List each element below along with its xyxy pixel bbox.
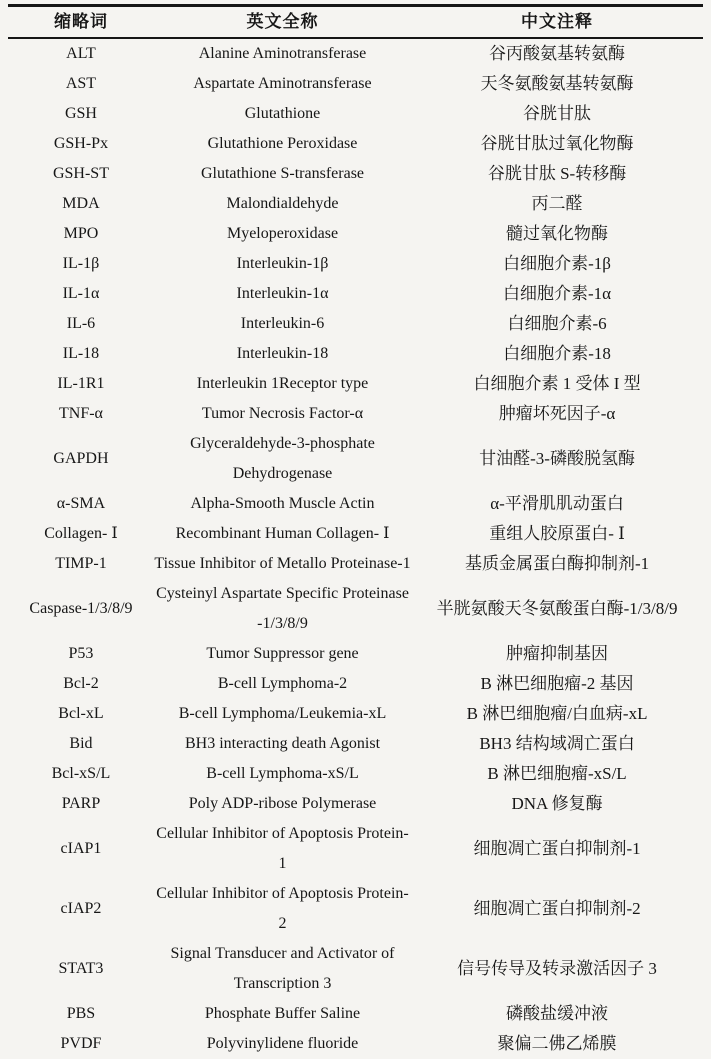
chinese-annotation-cell: 白细胞介素-18 [503, 344, 611, 363]
table-row [8, 1029, 703, 1059]
english-full-name-line: Interleukin-18 [236, 345, 329, 362]
english-full-name-line: Recombinant Human Collagen- Ⅰ [175, 525, 390, 542]
english-full-name-line: Glutathione [244, 105, 321, 122]
english-full-name-line: -1/3/8/9 [257, 615, 308, 632]
chinese-annotation-cell: B 淋巴细胞瘤-2 基因 [480, 674, 634, 693]
table-row [8, 339, 703, 369]
table-row [8, 549, 703, 579]
chinese-annotation-cell: 细胞凋亡蛋白抑制剂-2 [473, 899, 641, 918]
abbreviation-cell: P53 [68, 645, 94, 662]
english-full-name-line: Cysteinyl Aspartate Specific Proteinase [156, 585, 409, 602]
english-full-name-line: Myeloperoxidase [226, 225, 339, 242]
english-full-name-cell [154, 819, 411, 879]
english-full-name-line: Interleukin-1β [236, 255, 329, 272]
table-row [8, 819, 703, 879]
english-full-name-cell [154, 549, 411, 579]
english-full-name-line: Interleukin 1Receptor type [196, 375, 369, 392]
table-row [8, 129, 703, 159]
english-full-name-cell [154, 999, 411, 1029]
english-full-name-line: Glutathione Peroxidase [207, 135, 358, 152]
english-full-name-line: B-cell Lymphoma-xS/L [206, 765, 359, 782]
abbreviation-cell: GSH-Px [53, 135, 109, 152]
english-full-name-cell [154, 189, 411, 219]
abbreviation-cell: Bcl-xL [58, 705, 104, 722]
english-full-name-cell [154, 729, 411, 759]
chinese-annotation-cell: BH3 结构域凋亡蛋白 [479, 734, 635, 753]
abbreviation-cell: GSH [64, 105, 97, 122]
english-full-name-cell [154, 579, 411, 639]
chinese-annotation-cell: 磷酸盐缓冲液 [506, 1004, 609, 1023]
abbreviation-cell: PBS [66, 1005, 96, 1022]
chinese-annotation-cell: 丙二醛 [531, 194, 583, 213]
english-full-name-cell [154, 519, 411, 549]
abbreviation-cell: IL-1β [62, 255, 100, 272]
abbreviation-cell: PARP [61, 795, 101, 812]
chinese-annotation-cell: 白细胞介素-6 [507, 314, 607, 333]
table-body [8, 38, 703, 1059]
table-row [8, 999, 703, 1029]
abbreviation-cell: Bcl-xS/L [51, 765, 111, 782]
table-row [8, 639, 703, 669]
chinese-annotation-cell: B 淋巴细胞瘤/白血病-xL [466, 704, 648, 723]
english-full-name-cell [154, 939, 411, 999]
english-full-name-line: Aspartate Aminotransferase [193, 75, 372, 92]
chinese-annotation-cell: DNA 修复酶 [511, 794, 603, 813]
english-full-name-line: B-cell Lymphoma-2 [217, 675, 348, 692]
english-full-name-cell [154, 249, 411, 279]
abbreviation-cell: IL-6 [66, 315, 96, 332]
abbreviation-cell: AST [65, 75, 97, 92]
chinese-annotation-cell: 肿瘤抑制基因 [506, 644, 609, 663]
english-full-name-cell [154, 1029, 411, 1059]
chinese-annotation-cell: 白细胞介素 1 受体 I 型 [473, 374, 641, 393]
abbreviation-table [8, 4, 703, 1059]
table-row [8, 579, 703, 639]
english-full-name-cell [154, 279, 411, 309]
english-full-name-line: Dehydrogenase [232, 465, 333, 482]
abbreviation-cell: IL-1R1 [57, 375, 105, 392]
header-row [8, 6, 703, 39]
table-row [8, 699, 703, 729]
english-full-name-line: Interleukin-1α [236, 285, 329, 302]
table-row [8, 789, 703, 819]
table-row [8, 669, 703, 699]
english-full-name-cell [154, 699, 411, 729]
english-full-name-line: Alpha-Smooth Muscle Actin [190, 495, 375, 512]
table-row [8, 309, 703, 339]
english-full-name-line: Glutathione S-transferase [200, 165, 365, 182]
english-full-name-line: Cellular Inhibitor of Apoptosis Protein-2 [156, 885, 409, 932]
chinese-annotation-cell: 信号传导及转录激活因子 3 [457, 959, 657, 978]
table-row [8, 939, 703, 999]
english-full-name-line: Poly ADP-ribose Polymerase [188, 795, 377, 812]
english-full-name-cell [154, 879, 411, 939]
english-full-name-cell [154, 69, 411, 99]
chinese-annotation-cell: 谷胱甘肽过氧化物酶 [480, 134, 634, 153]
table-row [8, 69, 703, 99]
abbreviation-cell: MDA [62, 195, 100, 212]
english-full-name-cell [154, 639, 411, 669]
abbreviation-cell: cIAP2 [60, 900, 102, 917]
english-full-name-line: Cellular Inhibitor of Apoptosis Protein-1 [156, 825, 409, 872]
english-full-name-line: Alanine Aminotransferase [198, 45, 367, 62]
table-row [8, 879, 703, 939]
table-row [8, 399, 703, 429]
english-full-name-line: Tumor Necrosis Factor-α [201, 405, 364, 422]
chinese-annotation-cell: 半胱氨酸天冬氨酸蛋白酶-1/3/8/9 [436, 599, 678, 618]
english-full-name-cell [154, 159, 411, 189]
chinese-annotation-cell: B 淋巴细胞瘤-xS/L [487, 764, 627, 783]
table-row [8, 429, 703, 489]
english-full-name-cell [154, 429, 411, 489]
abbreviation-cell: GSH-ST [52, 165, 109, 182]
english-full-name-line: Transcription 3 [233, 975, 332, 992]
chinese-annotation-cell: 髓过氧化物酶 [506, 224, 609, 243]
abbreviation-cell: Bid [69, 735, 93, 752]
abbreviation-cell: TIMP-1 [55, 555, 107, 572]
chinese-annotation-cell: 白细胞介素-1α [503, 284, 612, 303]
english-full-name-cell [154, 759, 411, 789]
abbreviation-cell: α-SMA [56, 495, 106, 512]
english-full-name-line: Phosphate Buffer Saline [204, 1005, 361, 1022]
english-full-name-cell [154, 309, 411, 339]
table-row [8, 489, 703, 519]
english-full-name-line: B-cell Lymphoma/Leukemia-xL [178, 705, 387, 722]
abbreviation-cell: ALT [66, 45, 96, 62]
english-full-name-line: Tissue Inhibitor of Metallo Proteinase-1 [154, 555, 411, 572]
chinese-annotation-cell: 基质金属蛋白酶抑制剂-1 [464, 554, 650, 573]
chinese-annotation-cell: 甘油醛-3-磷酸脱氢酶 [479, 449, 635, 468]
abbreviation-cell: Collagen- Ⅰ [44, 525, 118, 542]
english-full-name-line: Polyvinylidene fluoride [206, 1035, 359, 1052]
abbreviation-cell: MPO [63, 225, 99, 242]
table-row [8, 519, 703, 549]
chinese-annotation-cell: 天冬氨酸氨基转氨酶 [480, 74, 634, 93]
table-row [8, 729, 703, 759]
english-full-name-line: Glyceraldehyde-3-phosphate [190, 435, 375, 452]
header-english-full-name: 英文全称 [154, 6, 411, 39]
chinese-annotation-cell: 肿瘤坏死因子-α [498, 404, 616, 423]
english-full-name-cell [154, 219, 411, 249]
abbreviation-cell: GAPDH [53, 450, 109, 467]
header-abbreviation: 缩略词 [8, 6, 154, 39]
table-row [8, 189, 703, 219]
chinese-annotation-cell: 重组人胶原蛋白- Ⅰ [489, 524, 625, 543]
english-full-name-line: Signal Transducer and Activator of [170, 945, 395, 962]
abbreviation-cell: TNF-α [59, 405, 103, 422]
chinese-annotation-cell: α-平滑肌肌动蛋白 [490, 494, 624, 513]
chinese-annotation-cell: 谷胱甘肽 S-转移酶 [487, 164, 627, 183]
english-full-name-cell [154, 369, 411, 399]
table-row [8, 369, 703, 399]
chinese-annotation-cell: 白细胞介素-1β [503, 254, 611, 273]
english-full-name-cell [154, 399, 411, 429]
table-row [8, 159, 703, 189]
table-row [8, 219, 703, 249]
abbreviation-cell: Bcl-2 [63, 675, 99, 692]
chinese-annotation-cell: 谷胱甘肽 [523, 104, 592, 123]
abbreviation-cell: PVDF [60, 1035, 102, 1052]
chinese-annotation-cell: 细胞凋亡蛋白抑制剂-1 [473, 839, 641, 858]
english-full-name-cell [154, 669, 411, 699]
english-full-name-line: Interleukin-6 [240, 315, 325, 332]
english-full-name-line: Malondialdehyde [226, 195, 339, 212]
english-full-name-cell [154, 38, 411, 69]
english-full-name-cell [154, 489, 411, 519]
english-full-name-cell [154, 789, 411, 819]
table-row [8, 279, 703, 309]
table-row [8, 99, 703, 129]
english-full-name-line: Tumor Suppressor gene [206, 645, 359, 662]
english-full-name-cell [154, 99, 411, 129]
english-full-name-line: BH3 interacting death Agonist [184, 735, 381, 752]
chinese-annotation-cell: 聚偏二佛乙烯膜 [497, 1034, 617, 1053]
header-chinese-annotation: 中文注释 [411, 6, 703, 39]
table-header [8, 6, 703, 39]
abbreviation-cell: cIAP1 [60, 840, 102, 857]
english-full-name-cell [154, 129, 411, 159]
table-row [8, 249, 703, 279]
table-row [8, 38, 703, 69]
abbreviation-cell: STAT3 [58, 960, 104, 977]
table-row [8, 759, 703, 789]
english-full-name-cell [154, 339, 411, 369]
abbreviation-cell: IL-1α [62, 285, 100, 302]
abbreviation-cell: Caspase-1/3/8/9 [29, 600, 133, 617]
chinese-annotation-cell: 谷丙酸氨基转氨酶 [489, 44, 626, 63]
abbreviation-cell: IL-18 [62, 345, 100, 362]
